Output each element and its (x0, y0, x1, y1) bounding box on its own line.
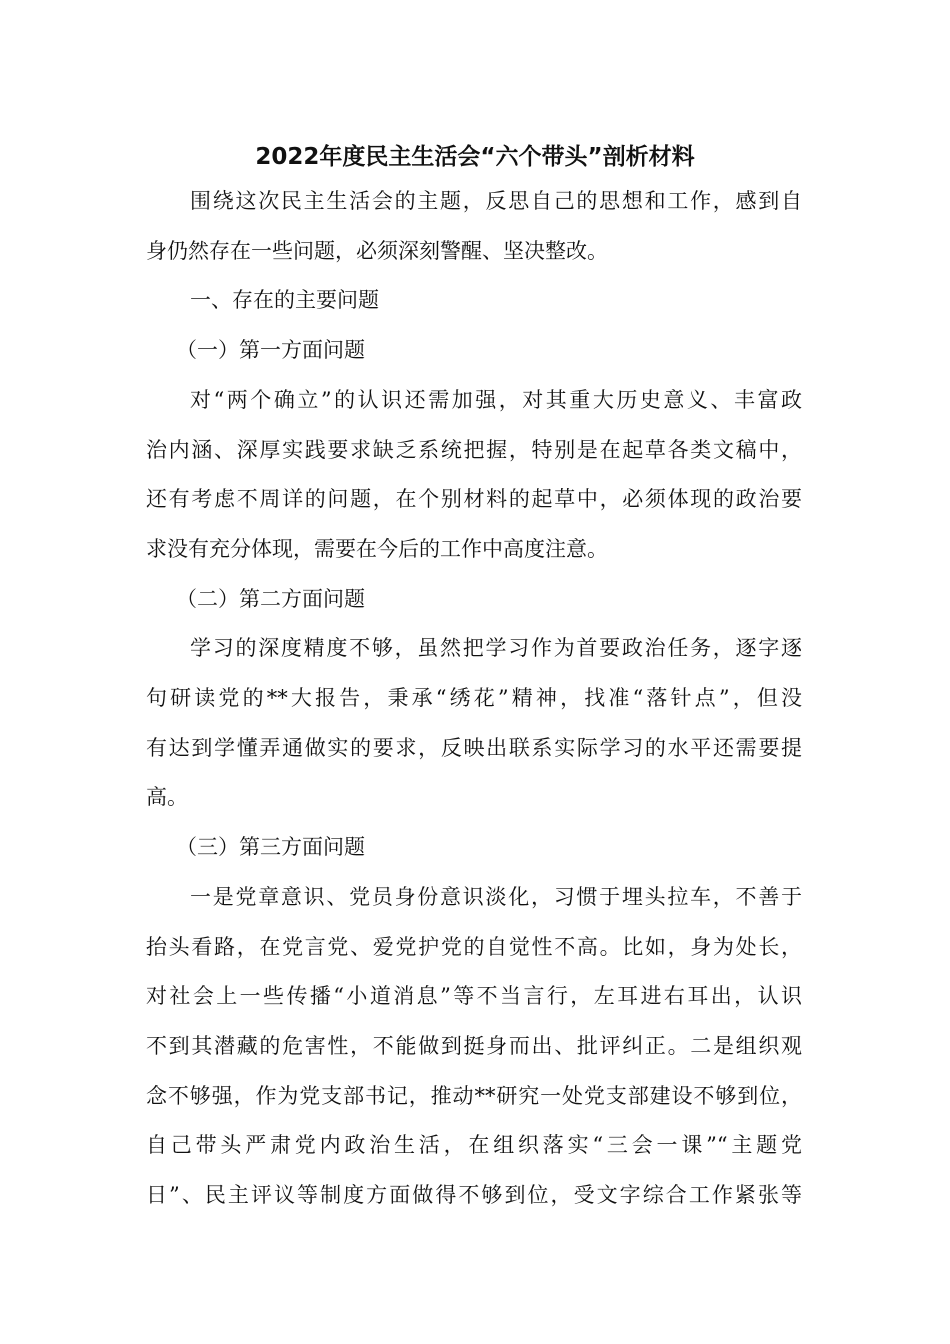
text-line: 对“两个确立”的认识还需加强，对其重大历史意义、丰富政 (190, 387, 802, 412)
text-line: 抬头看路，在党言党、爱党护党的自觉性不高。比如，身为处长， (146, 934, 802, 959)
document-title: 2022年度民主生活会“六个带头”剖析材料 (255, 144, 695, 170)
text-line: 一、存在的主要问题 (190, 288, 379, 313)
text-line: 身仍然存在一些问题，必须深刻警醒、坚决整改。 (146, 238, 608, 263)
text-line: 还有考虑不周详的问题，在个别材料的起草中，必须体现的政治要 (146, 487, 802, 512)
text-line: 念不够强，作为党支部书记，推动**研究一处党支部建设不够到位， (146, 1083, 802, 1108)
text-line: 高。 (146, 785, 188, 810)
text-line: （二）第二方面问题 (176, 586, 365, 611)
text-line: 不到其潜藏的危害性，不能做到挺身而出、批评纠正。二是组织观 (146, 1033, 802, 1058)
text-line: 对社会上一些传播“小道消息”等不当言行，左耳进右耳出，认识 (146, 984, 802, 1009)
text-line: （三）第三方面问题 (176, 835, 365, 860)
text-line: 句研读党的**大报告，秉承“绣花”精神，找准“落针点”，但没 (146, 686, 802, 710)
text-line: 有达到学懂弄通做实的要求，反映出联系实际学习的水平还需要提 (146, 735, 802, 760)
text-line: 一是党章意识、党员身份意识淡化，习惯于埋头拉车，不善于 (190, 884, 802, 909)
text-line: 学习的深度精度不够，虽然把学习作为首要政治任务，逐字逐 (190, 636, 802, 661)
text-line: 自己带头严肃党内政治生活，在组织落实“三会一课”“主题党 (146, 1133, 802, 1158)
text-line: 日”、民主评议等制度方面做得不够到位，受文字综合工作紧张等 (146, 1183, 802, 1207)
text-line: 治内涵、深厚实践要求缺乏系统把握，特别是在起草各类文稿中， (146, 437, 802, 462)
text-line: 求没有充分体现，需要在今后的工作中高度注意。 (146, 536, 608, 561)
text-line: 围绕这次民主生活会的主题，反思自己的思想和工作，感到自 (190, 189, 802, 213)
text-line: （一）第一方面问题 (176, 338, 365, 363)
